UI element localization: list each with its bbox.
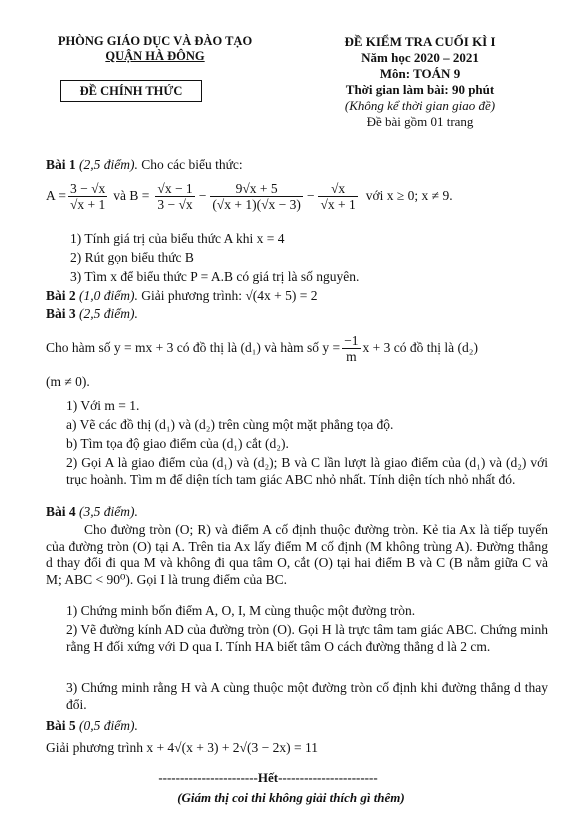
bai3-fraction-den: m [346,348,357,364]
duration-note: (Không kể thời gian giao đề) [344,98,496,113]
school-year: Năm học 2020 – 2021 [361,50,479,65]
bai3-items [66,396,393,453]
fraction-b2-den: (√x + 1)(√x − 3) [212,196,301,212]
bai3-heading [46,306,138,322]
header-right [300,34,540,130]
bai2-points: (1,0 điểm). [79,288,138,303]
bai5-title: Bài 5 [46,718,76,733]
bai1-items [70,229,359,286]
bai3-intro-a: Cho hàm số y = mx + 3 có đồ thị là (d₁) và hàm số y = [46,340,341,355]
footer-note: (Giám thị coi thi không giải thích gì thêm) [177,790,405,805]
district-name: QUẬN HÀ ĐÔNG [105,49,205,63]
fraction-a [68,181,107,212]
bai1-item: 3) Tìm x để biểu thức P = A.B có giá trị là số nguyên. [70,269,360,284]
bai3-fraction-num: −1 [344,332,359,348]
bai1-title: Bài 1 [46,157,76,172]
official-badge: ĐỀ CHÍNH THỨC [60,80,202,102]
end-mark: -----------------------Hết----------------------- [158,770,378,785]
fraction-b1 [155,181,194,212]
department-name: PHÒNG GIÁO DỤC VÀ ĐÀO TẠO [57,34,253,48]
bai3-title: Bài 3 [46,306,76,321]
header-left [40,34,270,64]
bai3-item1: 1) Với m = 1. [66,398,140,413]
exam-title: ĐỀ KIỂM TRA CUỐI KÌ I [344,34,496,49]
page-count: Đề bài gồm 01 trang [366,114,474,129]
fraction-b3 [318,181,357,212]
bai2-text: Giải phương trình: √(4x + 5) = 2 [141,288,318,303]
bai3-item2: 2) Gọi A là giao điểm của (d₁) và (d₂); B và C lần lượt là giao điểm của (d₁) và (d₂) với trục hoành. Tìm m để diện tích tam giác ABC nhỏ nhất. Tính diện tích nhỏ nhất đó. [66,455,548,487]
bai3-intro [46,330,478,366]
minus-sign: − [198,188,207,203]
minus-sign: − [306,188,315,203]
bai1-item: 2) Rút gọn biểu thức B [70,250,194,265]
fraction-b3-den: √x + 1 [320,196,356,212]
bai3-fraction [342,333,360,364]
fraction-b1-num: √x − 1 [157,180,193,196]
bai1-formula [46,173,453,219]
fraction-b3-num: √x [318,181,357,197]
bai3-condition: (m ≠ 0). [46,374,90,389]
bai3-item1a: a) Vẽ các đồ thị (d₁) và (d₂) trên cùng một mặt phẳng tọa độ. [66,417,394,432]
bai5-text: Giải phương trình x + 4√(x + 3) + 2√(3 − 2x) = 11 [46,740,318,755]
bai4-heading [46,504,138,520]
bai3-intro-b: x + 3 có đồ thị là (d₂) [362,340,478,355]
formula-condition: với x ≥ 0; x ≠ 9. [365,188,453,203]
bai3-item1b: b) Tìm tọa độ giao điểm của (d₁) cắt (d₂). [66,436,289,451]
bai2-title: Bài 2 [46,288,76,303]
bai5-points: (0,5 điểm). [79,718,138,733]
bai4-item3: 3) Chứng minh rằng H và A cùng thuộc một đường tròn cố định khi đường thẳng d thay đổi. [66,680,548,712]
fraction-b1-den: 3 − √x [157,196,193,212]
bai4-intro: Cho đường tròn (O; R) và điểm A cố định thuộc đường tròn. Kẻ tia Ax là tiếp tuyến của đường tròn (O) tại A. Trên tia Ax lấy điểm M cố định (M không trùng A). Đường thẳng d thay đổi đi qua M và không đi qua tâm O, cắt (O) tại hai điểm B và C (B nằm giữa C và M; ABC < 90⁰). Gọi I là trung điểm của BC. [46,522,548,587]
bai1-item: 1) Tính giá trị của biểu thức A khi x = 4 [70,231,285,246]
fraction-a-num: 3 − √x [70,180,106,196]
bai3-points: (2,5 điểm). [79,306,138,321]
bai5-heading [46,718,138,734]
bai4-title: Bài 4 [46,504,76,519]
bai2-heading [46,288,317,304]
fraction-a-den: √x + 1 [70,196,106,212]
bai1-points: (2,5 điểm). [79,157,138,172]
bai1-intro: Cho các biểu thức: [141,157,243,172]
bai4-item2: 2) Vẽ đường kính AD của đường tròn (O). Gọi H là trực tâm tam giác ABC. Chứng minh rằng H đối xứng với D qua I. Tính HA biết tâm O cách đường thẳng d là 2 cm. [66,622,548,654]
formula-a-lhs: A = [46,188,66,203]
subject: Môn: TOÁN 9 [379,66,461,81]
formula-and-b: và B = [113,188,150,203]
bai4-item1: 1) Chứng minh bốn điểm A, O, I, M cùng thuộc một đường tròn. [66,603,416,618]
duration: Thời gian làm bài: 90 phút [345,82,495,97]
fraction-b2-num: 9√x + 5 [210,181,303,197]
fraction-b2 [210,181,303,212]
bai4-points: (3,5 điểm). [79,504,138,519]
bai1-heading [46,157,243,173]
